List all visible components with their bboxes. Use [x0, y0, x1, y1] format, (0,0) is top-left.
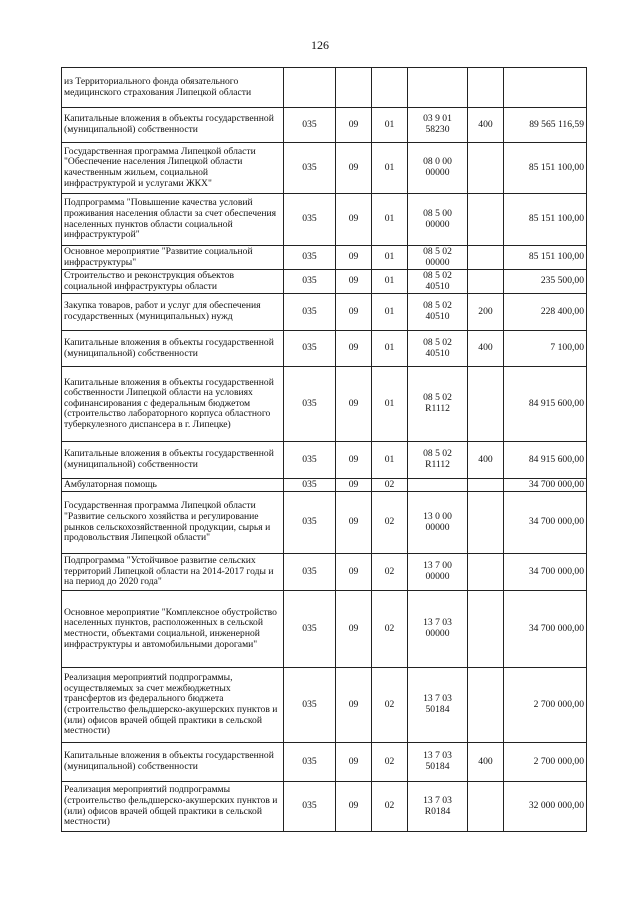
table-row — [62, 554, 587, 591]
row-name: Реализация мероприятий подпрограммы (строительство фельдшерско-акушерских пунктов и (или) офисов врачей общей практики в сельской местности) — [62, 782, 284, 832]
row-csr: 08 5 02 40510 — [408, 270, 468, 294]
row-name: Подпрограмма "Устойчивое развитие сельских территорий Липецкой области на 2014-2017 годы и на период до 2020 года" — [62, 554, 284, 591]
row-rz: 09 — [336, 143, 372, 194]
table-row — [62, 367, 587, 442]
row-csr: 13 7 03 R0184 — [408, 782, 468, 832]
table-row — [62, 143, 587, 194]
row-rz: 09 — [336, 479, 372, 492]
table-row — [62, 108, 587, 143]
row-vr — [468, 492, 504, 554]
row-rz: 09 — [336, 668, 372, 743]
row-ved: 035 — [284, 479, 336, 492]
row-amount: 84 915 600,00 — [504, 442, 587, 479]
row-rz: 09 — [336, 554, 372, 591]
row-csr: 13 7 03 50184 — [408, 743, 468, 782]
page-number: 126 — [311, 38, 329, 52]
row-pr: 02 — [372, 782, 408, 832]
row-ved: 035 — [284, 143, 336, 194]
row-pr: 02 — [372, 554, 408, 591]
row-vr — [468, 68, 504, 108]
row-csr: 08 5 02 R1112 — [408, 367, 468, 442]
row-ved: 035 — [284, 294, 336, 331]
row-vr: 400 — [468, 331, 504, 367]
row-amount: 85 151 100,00 — [504, 246, 587, 270]
row-rz: 09 — [336, 743, 372, 782]
row-rz: 09 — [336, 270, 372, 294]
table-row — [62, 294, 587, 331]
row-pr: 01 — [372, 331, 408, 367]
row-name: Подпрограмма "Повышение качества условий проживания населения области за счет обеспечения населенных пунктов области социальной инфраструктурой" — [62, 194, 284, 246]
row-rz: 09 — [336, 492, 372, 554]
row-pr: 02 — [372, 668, 408, 743]
row-rz: 09 — [336, 442, 372, 479]
row-name: Капитальные вложения в объекты государственной собственности Липецкой области на условиях софинансирования с федеральным бюджетом (строительство лабораторного корпуса областного туберкулезного диспансера в г. Липецке) — [62, 367, 284, 442]
row-amount — [504, 68, 587, 108]
row-ved: 035 — [284, 668, 336, 743]
row-csr: 13 7 00 00000 — [408, 554, 468, 591]
row-vr — [468, 246, 504, 270]
row-ved: 035 — [284, 367, 336, 442]
row-pr: 01 — [372, 246, 408, 270]
row-name: Капитальные вложения в объекты государственной (муниципальной) собственности — [62, 743, 284, 782]
row-vr — [468, 479, 504, 492]
row-pr — [372, 68, 408, 108]
row-pr: 01 — [372, 442, 408, 479]
row-amount: 34 700 000,00 — [504, 492, 587, 554]
row-pr: 02 — [372, 591, 408, 668]
table-row — [62, 668, 587, 743]
row-vr: 400 — [468, 743, 504, 782]
row-name: из Территориального фонда обязательного медицинского страхования Липецкой области — [62, 68, 284, 108]
table-row — [62, 442, 587, 479]
row-rz — [336, 68, 372, 108]
row-vr — [468, 367, 504, 442]
row-rz: 09 — [336, 294, 372, 331]
row-name: Капитальные вложения в объекты государственной (муниципальной) собственности — [62, 331, 284, 367]
row-pr: 01 — [372, 194, 408, 246]
row-ved: 035 — [284, 246, 336, 270]
row-rz: 09 — [336, 108, 372, 143]
row-ved: 035 — [284, 108, 336, 143]
row-amount: 34 700 000,00 — [504, 554, 587, 591]
row-csr: 03 9 01 58230 — [408, 108, 468, 143]
row-ved: 035 — [284, 591, 336, 668]
row-csr: 13 7 03 00000 — [408, 591, 468, 668]
row-vr: 200 — [468, 294, 504, 331]
row-amount: 235 500,00 — [504, 270, 587, 294]
table-row — [62, 331, 587, 367]
row-amount: 84 915 600,00 — [504, 367, 587, 442]
row-csr: 08 5 02 R1112 — [408, 442, 468, 479]
row-name: Капитальные вложения в объекты государственной (муниципальной) собственности — [62, 442, 284, 479]
row-vr: 400 — [468, 442, 504, 479]
row-pr: 01 — [372, 143, 408, 194]
table-row — [62, 782, 587, 832]
row-amount: 85 151 100,00 — [504, 194, 587, 246]
row-vr — [468, 143, 504, 194]
row-ved: 035 — [284, 554, 336, 591]
row-amount: 32 000 000,00 — [504, 782, 587, 832]
row-ved: 035 — [284, 492, 336, 554]
row-pr: 02 — [372, 479, 408, 492]
row-csr: 13 7 03 50184 — [408, 668, 468, 743]
row-name: Государственная программа Липецкой области "Обеспечение населения Липецкой области качественным жильем, социальной инфраструктурой и услугами ЖКХ" — [62, 143, 284, 194]
budget-table — [61, 67, 587, 832]
row-vr — [468, 668, 504, 743]
row-vr — [468, 554, 504, 591]
row-pr: 01 — [372, 270, 408, 294]
row-amount: 85 151 100,00 — [504, 143, 587, 194]
row-name: Строительство и реконструкция объектов социальной инфраструктуры области — [62, 270, 284, 294]
table-row — [62, 492, 587, 554]
row-rz: 09 — [336, 246, 372, 270]
row-name: Реализация мероприятий подпрограммы, осуществляемых за счет межбюджетных трансфертов из федерального бюджета (строительство фельдшерско-акушерских пунктов и (или) офисов врачей общей практики в сельской местности) — [62, 668, 284, 743]
row-vr — [468, 782, 504, 832]
row-rz: 09 — [336, 367, 372, 442]
row-name: Капитальные вложения в объекты государственной (муниципальной) собственности — [62, 108, 284, 143]
row-ved: 035 — [284, 331, 336, 367]
row-csr: 08 5 02 40510 — [408, 294, 468, 331]
row-ved — [284, 68, 336, 108]
row-ved: 035 — [284, 442, 336, 479]
row-rz: 09 — [336, 591, 372, 668]
row-csr: 08 5 02 40510 — [408, 331, 468, 367]
row-rz: 09 — [336, 782, 372, 832]
row-vr — [468, 194, 504, 246]
row-name: Амбулаторная помощь — [62, 479, 284, 492]
row-pr: 02 — [372, 743, 408, 782]
row-csr: 08 5 00 00000 — [408, 194, 468, 246]
table-row — [62, 68, 587, 108]
row-pr: 02 — [372, 492, 408, 554]
row-ved: 035 — [284, 743, 336, 782]
row-rz: 09 — [336, 194, 372, 246]
row-csr: 08 5 02 00000 — [408, 246, 468, 270]
row-vr: 400 — [468, 108, 504, 143]
table-row — [62, 194, 587, 246]
row-amount: 34 700 000,00 — [504, 479, 587, 492]
row-ved: 035 — [284, 194, 336, 246]
row-vr — [468, 591, 504, 668]
table-row — [62, 479, 587, 492]
row-name: Закупка товаров, работ и услуг для обеспечения государственных (муниципальных) нужд — [62, 294, 284, 331]
row-csr — [408, 68, 468, 108]
row-csr: 13 0 00 00000 — [408, 492, 468, 554]
row-csr — [408, 479, 468, 492]
row-amount: 2 700 000,00 — [504, 743, 587, 782]
row-pr: 01 — [372, 108, 408, 143]
row-amount: 34 700 000,00 — [504, 591, 587, 668]
table-row — [62, 270, 587, 294]
row-rz: 09 — [336, 331, 372, 367]
row-amount: 2 700 000,00 — [504, 668, 587, 743]
row-csr: 08 0 00 00000 — [408, 143, 468, 194]
row-amount: 228 400,00 — [504, 294, 587, 331]
row-amount: 7 100,00 — [504, 331, 587, 367]
row-pr: 01 — [372, 367, 408, 442]
row-name: Основное мероприятие "Развитие социальной инфраструктуры" — [62, 246, 284, 270]
row-name: Государственная программа Липецкой области "Развитие сельского хозяйства и регулирование рынков сельскохозяйственной продукции, сырья и продовольствия Липецкой области" — [62, 492, 284, 554]
table-row — [62, 246, 587, 270]
row-amount: 89 565 116,59 — [504, 108, 587, 143]
row-name: Основное мероприятие "Комплексное обустройство населенных пунктов, расположенных в сельской местности, объектами социальной, инженерной инфраструктуры и автомобильными дорогами" — [62, 591, 284, 668]
row-vr — [468, 270, 504, 294]
row-ved: 035 — [284, 782, 336, 832]
row-ved: 035 — [284, 270, 336, 294]
table-row — [62, 743, 587, 782]
table-row — [62, 591, 587, 668]
row-pr: 01 — [372, 294, 408, 331]
